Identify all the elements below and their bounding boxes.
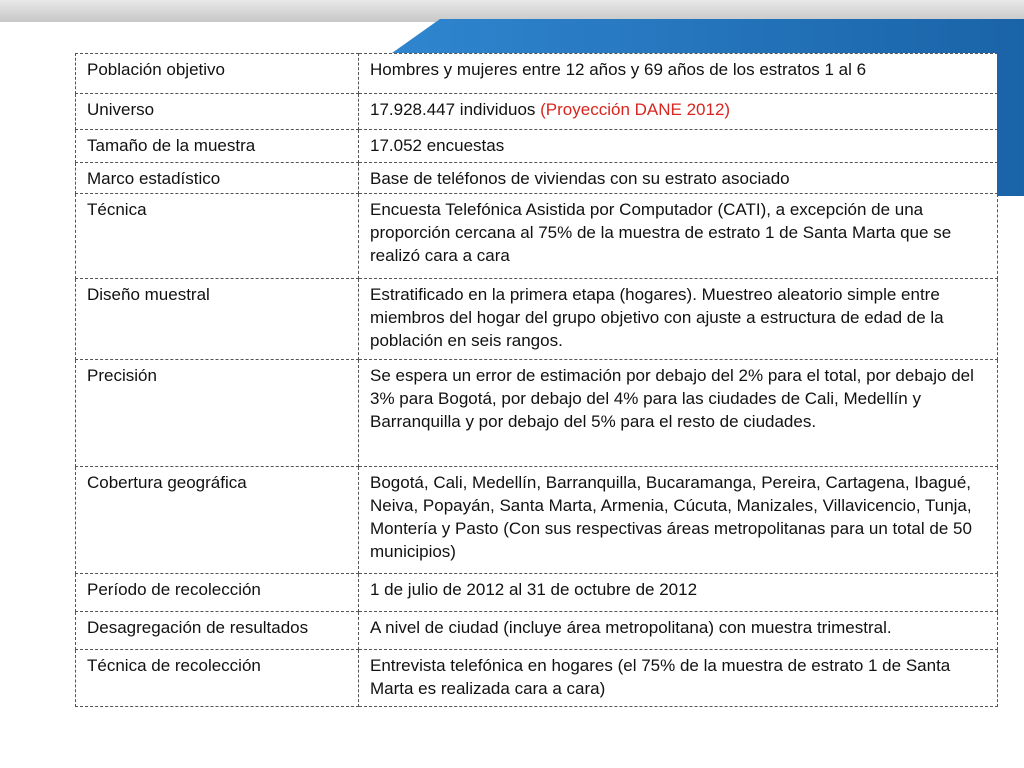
row-value-cell: [359, 360, 998, 467]
survey-specs-table-container: [75, 53, 997, 707]
row-value-cell: [359, 612, 998, 650]
survey-specs-table: [75, 53, 998, 707]
row-value: A nivel de ciudad (incluye área metropolitana) con muestra trimestral.: [370, 618, 892, 637]
row-value: Hombres y mujeres entre 12 años y 69 años de los estratos 1 al 6: [370, 60, 867, 79]
table-row: [76, 194, 998, 279]
row-value: Base de teléfonos de viviendas con su estrato asociado: [370, 169, 790, 188]
row-value-cell: [359, 130, 998, 163]
table-row: [76, 130, 998, 163]
row-value: Estratificado en la primera etapa (hogares). Muestreo aleatorio simple entre miembros del hogar del grupo objetivo con ajuste a estructura de edad de la población en seis rangos.: [370, 285, 944, 350]
row-label: Precisión: [76, 360, 359, 467]
row-value: 17.928.447 individuos: [370, 100, 541, 119]
row-value-cell: [359, 54, 998, 94]
row-value: Encuesta Telefónica Asistida por Computador (CATI), a excepción de una proporción cercana al 75% de la muestra de estrato 1 de Santa Marta que se realizó cara a cara: [370, 200, 952, 265]
table-row: [76, 279, 998, 360]
row-value-cell: [359, 467, 998, 574]
table-row: [76, 163, 998, 194]
row-value-cell: [359, 574, 998, 612]
row-label: Diseño muestral: [76, 279, 359, 360]
row-label: Técnica de recolección: [76, 650, 359, 707]
row-label: Universo: [76, 94, 359, 130]
table-row: [76, 574, 998, 612]
row-value-cell: [359, 194, 998, 279]
row-label: Cobertura geográfica: [76, 467, 359, 574]
row-value-cell: [359, 650, 998, 707]
table-row: [76, 650, 998, 707]
row-label: Marco estadístico: [76, 163, 359, 194]
row-label: Tamaño de la muestra: [76, 130, 359, 163]
row-value: 17.052 encuestas: [370, 136, 505, 155]
row-value: Bogotá, Cali, Medellín, Barranquilla, Bucaramanga, Pereira, Cartagena, Ibagué, Neiva, Popayán, Santa Marta, Armenia, Cúcuta, Manizales, Villavicencio, Tunja, Montería y Pasto (Con sus respectivas áreas metropolitanas para un total de 50 municipios): [370, 473, 972, 561]
row-label: Población objetivo: [76, 54, 359, 94]
table-row: [76, 360, 998, 467]
row-value-cell: [359, 279, 998, 360]
row-value-cell: [359, 94, 998, 130]
row-value: 1 de julio de 2012 al 31 de octubre de 2012: [370, 580, 698, 599]
row-label: Desagregación de resultados: [76, 612, 359, 650]
row-label: Técnica: [76, 194, 359, 279]
row-value-note: (Proyección DANE 2012): [540, 100, 731, 119]
row-label: Período de recolección: [76, 574, 359, 612]
table-row: [76, 54, 998, 94]
table-row: [76, 94, 998, 130]
table-row: [76, 612, 998, 650]
row-value: Se espera un error de estimación por debajo del 2% para el total, por debajo del 3% para Bogotá, por debajo del 4% para las ciudades de Cali, Medellín y Barranquilla y por debajo del 5% para el resto de ciudades.: [370, 366, 974, 431]
table-row: [76, 467, 998, 574]
row-value: Entrevista telefónica en hogares (el 75% de la muestra de estrato 1 de Santa Marta es realizada cara a cara): [370, 656, 951, 698]
row-value-cell: [359, 163, 998, 194]
